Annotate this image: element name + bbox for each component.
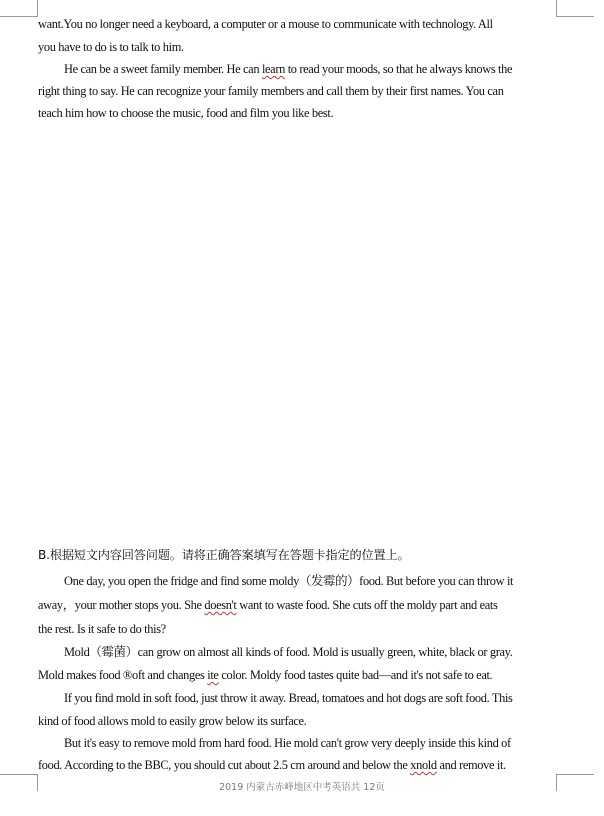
spellcheck-word: doesn't <box>204 598 237 612</box>
text-span: away，your mother stops you. She <box>38 598 205 612</box>
page-footer: 2019 内蒙古赤峰地区中考英语共 12页 <box>219 782 385 793</box>
text-line <box>38 61 558 77</box>
crop-mark-top-right <box>556 0 594 17</box>
text-span: and remove it. <box>436 758 506 772</box>
text-line <box>38 597 558 613</box>
text-line: the rest. Is it safe to do this? <box>38 622 166 636</box>
crop-mark-top-left <box>0 0 38 17</box>
text-span: want to waste food. She cuts off the moldy part and eats <box>236 598 498 612</box>
text-line <box>38 667 558 683</box>
section-heading: B.根据短文内容回答问题。请将正确答案填写在答题卡指定的位置上。 <box>38 548 410 562</box>
text-span: Mold makes food ®oft and changes <box>38 668 208 682</box>
text-span: He can be a sweet family member. He can <box>64 62 262 76</box>
text-line: If you find mold in soft food, just throw it away. Bread, tomatoes and hot dogs are soft food. This <box>64 691 513 705</box>
text-line: you have to do is to talk to him. <box>38 40 184 54</box>
spellcheck-word: ite <box>207 668 219 682</box>
text-line: want.You no longer need a keyboard, a computer or a mouse to communicate with technology. All <box>38 17 493 31</box>
spellcheck-word: xnold <box>410 758 437 772</box>
text-line: kind of food allows mold to easily grow below its surface. <box>38 714 307 728</box>
text-span: food. According to the BBC, you should cut about 2.5 cm around and below the <box>38 758 411 772</box>
text-line <box>38 757 558 773</box>
text-span: color. Moldy food tastes quite bad—and it's not safe to eat. <box>218 668 493 682</box>
text-line: teach him how to choose the music, food and film you like best. <box>38 106 334 120</box>
text-line: One day, you open the fridge and find some moldy（发霉的）food. But before you can throw it <box>64 574 514 588</box>
spellcheck-word: learn <box>261 62 285 76</box>
text-span: to read your moods, so that he always knows the <box>284 62 513 76</box>
text-line: But it's easy to remove mold from hard food. Hie mold can't grow very deeply inside this kind of <box>64 736 511 750</box>
text-line: right thing to say. He can recognize your family members and call them by their first names. You can <box>38 84 504 98</box>
text-line: Mold（霉菌）can grow on almost all kinds of food. Mold is usually green, white, black or gray. <box>64 645 513 659</box>
